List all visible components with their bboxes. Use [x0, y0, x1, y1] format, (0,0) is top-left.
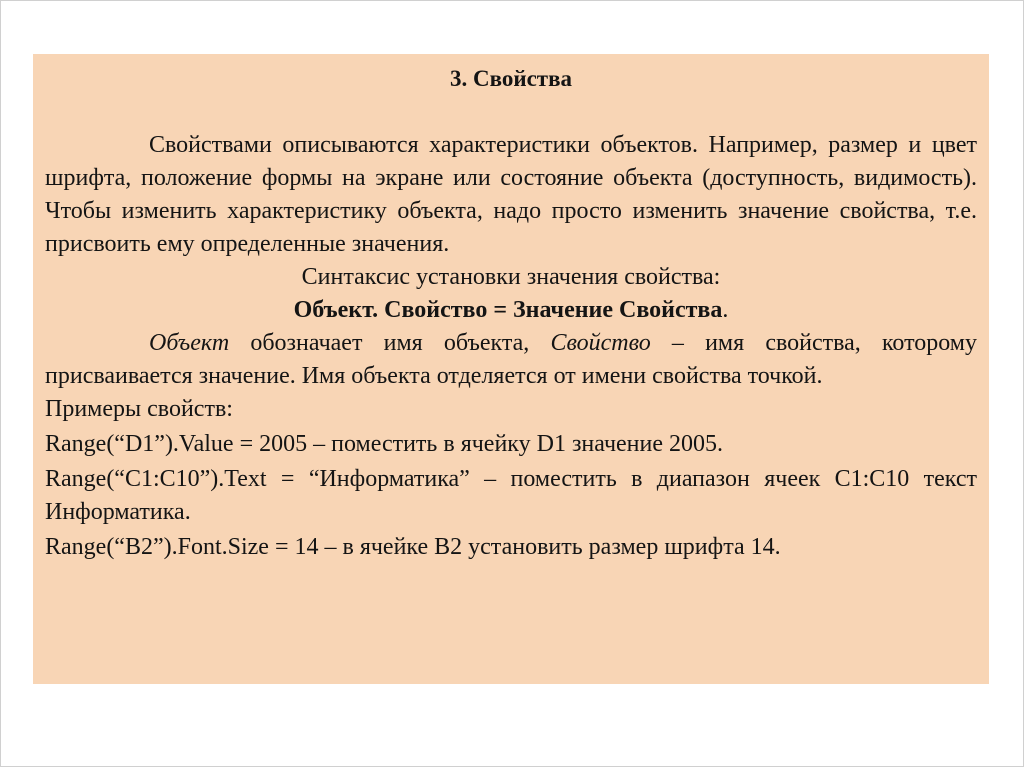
object-term: Объект: [149, 330, 230, 356]
properties-definition-paragraph: Свойствами описываются характеристики объектов. Например, размер и цвет шрифта, положение формы на экране или состояние объекта (доступность, видимость). Чтобы изменить характеристику объекта, надо просто изменить значение свойства, т.е. присвоить ему определенные значения.: [45, 132, 977, 257]
example-font-size-line: Range(“B2”).Font.Size = 14 – в ячейке B2 установить размер шрифта 14.: [45, 534, 781, 560]
syntax-period: .: [722, 297, 729, 323]
slide-title: 3. Свойства: [449, 66, 573, 91]
property-term: Свойство: [550, 330, 651, 356]
syntax-formula-line: [45, 294, 977, 327]
slide-content: [45, 62, 977, 564]
explanation-part-1: обозначает имя объекта,: [229, 330, 551, 356]
syntax-caption: Синтаксис установки значения свойства:: [301, 264, 721, 290]
syntax-explanation-paragraph: [45, 327, 977, 393]
explanation-part-2: – имя свойства, которому присваивается значение. Имя объекта отделяется от имени свойства точкой.: [45, 330, 977, 389]
syntax-formula: Объект. Свойство = Значение Свойства: [293, 297, 723, 323]
content-panel: [33, 54, 989, 684]
example-text-line: Range(“C1:C10”).Text = “Информатика” – поместить в диапазон ячеек C1:C10 текст Информатика.: [45, 466, 977, 525]
example-value-line: Range(“D1”).Value = 2005 – поместить в ячейку D1 значение 2005.: [45, 431, 724, 457]
examples-heading: Примеры свойств:: [45, 396, 233, 422]
